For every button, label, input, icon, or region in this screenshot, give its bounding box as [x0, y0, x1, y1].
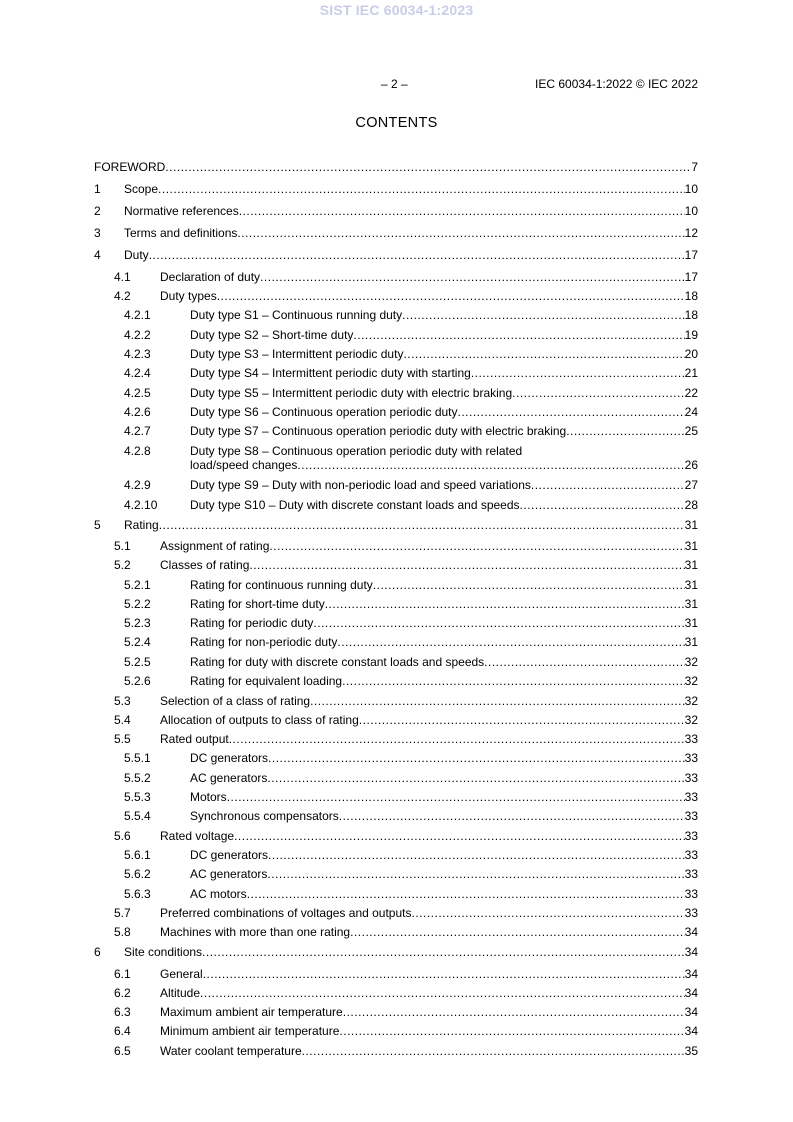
toc-entry-number: 5.6.2 [124, 867, 151, 881]
toc-entry-number: 5.6.1 [124, 848, 151, 862]
toc-entry-page: 10 [684, 182, 698, 196]
toc-entry-number: 4.2.6 [124, 405, 151, 419]
toc-entry[interactable] [94, 444, 698, 474]
toc-entry-title: Duty types [160, 289, 217, 303]
toc-entry-page: 33 [684, 848, 698, 862]
toc-entry-title: AC generators [190, 867, 268, 881]
toc-entry-number: 4.2.7 [124, 424, 151, 438]
toc-leader-dots [339, 1024, 684, 1038]
watermark: SIST IEC 60034-1:2023 [319, 2, 474, 18]
toc-leader-dots [342, 674, 685, 688]
toc-entry-number: 4.2.4 [124, 366, 151, 380]
toc-entry-title: Synchronous compensators [190, 809, 339, 823]
toc-leader-dots [203, 967, 685, 981]
toc-entry-title: Duty type S9 – Duty with non-periodic load and speed variations [190, 478, 531, 492]
toc-entry-page: 33 [684, 887, 698, 901]
toc-leader-dots [229, 732, 685, 746]
toc-entry-page: 34 [684, 945, 698, 959]
toc-entry-number: 5.5 [114, 732, 131, 746]
toc-entry-title: Selection of a class of rating [160, 694, 311, 708]
toc-entry-page: 27 [684, 478, 698, 492]
toc-entry-title: Maximum ambient air temperature [160, 1005, 343, 1019]
toc-entry-page: 34 [684, 1024, 698, 1038]
toc-entry-number: 1 [94, 182, 101, 196]
toc-entry-title: DC generators [190, 751, 269, 765]
toc-leader-dots [403, 347, 684, 361]
toc-entry-page: 31 [684, 597, 698, 611]
toc-entry-title: Water coolant temperature [160, 1044, 302, 1058]
toc-entry-number: 4.2.9 [124, 478, 151, 492]
toc-leader-dots [359, 713, 685, 727]
toc-entry-title: Rating for short-time duty [190, 597, 325, 611]
toc-entry-page: 10 [684, 204, 698, 218]
toc-leader-dots [512, 386, 684, 400]
toc-entry-page: 33 [684, 790, 698, 804]
toc-entry-number: 6.1 [114, 967, 131, 981]
toc-entry-page: 33 [684, 751, 698, 765]
toc-entry-page: 17 [684, 248, 698, 262]
toc-entry-page: 26 [684, 458, 698, 472]
toc-entry-number: 5.2.2 [124, 597, 151, 611]
toc-leader-dots [158, 182, 685, 196]
toc-leader-dots [339, 809, 685, 823]
toc-entry-title: Rating for equivalent loading [190, 674, 343, 688]
page-title: CONTENTS [355, 115, 438, 131]
toc-leader-dots [531, 478, 685, 492]
toc-entry-number: 4.2.1 [124, 308, 151, 322]
toc-leader-dots [484, 655, 684, 669]
toc-entry-title: Site conditions [124, 945, 203, 959]
toc-leader-dots [202, 945, 685, 959]
toc-entry-page: 35 [684, 1044, 698, 1058]
toc-entry-number: 5.2.6 [124, 674, 151, 688]
toc-leader-dots [566, 424, 684, 438]
toc-leader-dots [310, 694, 685, 708]
toc-entry-title: Rating for periodic duty [190, 616, 314, 630]
toc-entry-title: General [160, 967, 203, 981]
toc-entry-title: Assignment of rating [160, 539, 270, 553]
toc-entry-page: 7 [691, 160, 698, 174]
toc-entry-number: 4.2 [114, 289, 131, 303]
toc-entry-title-continued: load/speed changes [190, 458, 298, 472]
toc-entry-number: 5.5.1 [124, 751, 151, 765]
toc-leader-dots [237, 226, 684, 240]
toc-entry-number: 4 [94, 248, 101, 262]
toc-entry-page: 32 [684, 655, 698, 669]
toc-entry-page: 33 [684, 732, 698, 746]
toc-entry-title: Rated voltage [160, 829, 235, 843]
toc-entry-page: 31 [684, 635, 698, 649]
toc-leader-dots [458, 405, 685, 419]
toc-leader-dots [350, 925, 685, 939]
toc-entry-number: 6.5 [114, 1044, 131, 1058]
toc-leader-dots [411, 906, 684, 920]
toc-entry-page: 20 [684, 347, 698, 361]
toc-entry-title: Motors [190, 790, 227, 804]
toc-entry-title: Duty [124, 248, 149, 262]
toc-entry-title: Duty type S4 – Intermittent periodic duty with starting [190, 366, 471, 380]
toc-entry-page: 31 [684, 518, 698, 532]
toc-entry-title: AC generators [190, 771, 268, 785]
toc-entry-number: 5.6 [114, 829, 131, 843]
toc-entry-number: 6.2 [114, 986, 131, 1000]
toc-leader-dots [353, 328, 684, 342]
toc-leader-dots [239, 204, 685, 218]
toc-entry-title: Duty type S6 – Continuous operation periodic duty [190, 405, 458, 419]
toc-entry-page: 25 [684, 424, 698, 438]
toc-leader-dots [159, 518, 685, 532]
toc-entry-title: FOREWORD [94, 160, 166, 174]
toc-entry-number: 2 [94, 204, 101, 218]
toc-entry-page: 31 [684, 539, 698, 553]
toc-leader-dots [313, 616, 684, 630]
toc-entry-title: DC generators [190, 848, 269, 862]
toc-entry-title: AC motors [190, 887, 247, 901]
toc-entry-page: 34 [684, 967, 698, 981]
toc-leader-dots [227, 790, 685, 804]
toc-entry-page: 21 [684, 366, 698, 380]
toc-leader-dots [200, 986, 685, 1000]
toc-entry-number: 5.5.2 [124, 771, 151, 785]
toc-entry-number: 5.2.1 [124, 578, 151, 592]
toc-entry-page: 12 [684, 226, 698, 240]
toc-entry-number: 5.7 [114, 906, 131, 920]
toc-entry-page: 31 [684, 578, 698, 592]
toc-entry-number: 5.8 [114, 925, 131, 939]
toc-entry-title: Classes of rating [160, 558, 250, 572]
toc-entry-title: Duty type S8 – Continuous operation periodic duty with related [190, 444, 523, 458]
toc-entry-number: 3 [94, 226, 101, 240]
toc-leader-dots [149, 248, 685, 262]
toc-leader-dots [267, 867, 684, 881]
toc-entry-page: 33 [684, 867, 698, 881]
toc-entry-number: 5.5.3 [124, 790, 151, 804]
toc-entry-number: 5.3 [114, 694, 131, 708]
toc-entry-number: 6.4 [114, 1024, 131, 1038]
toc-entry-number: 5.2.4 [124, 635, 151, 649]
toc-leader-dots [267, 771, 684, 785]
toc-leader-dots [302, 1044, 685, 1058]
toc-leader-dots [249, 558, 684, 572]
toc-leader-dots [325, 597, 685, 611]
toc-entry-title: Duty type S1 – Continuous running duty [190, 308, 403, 322]
toc-entry-title: Duty type S2 – Short-time duty [190, 328, 354, 342]
toc-entry-page: 32 [684, 694, 698, 708]
toc-entry-page: 31 [684, 616, 698, 630]
toc-leader-dots [217, 289, 685, 303]
toc-entry-page: 32 [684, 674, 698, 688]
toc-entry-title: Altitude [160, 986, 201, 1000]
toc-entry-title: Rating for continuous running duty [190, 578, 373, 592]
toc-entry-number: 4.2.10 [124, 498, 158, 512]
toc-entry-page: 22 [684, 386, 698, 400]
toc-entry-number: 5 [94, 518, 101, 532]
toc-entry-number: 4.2.8 [124, 444, 151, 458]
toc-leader-dots [471, 366, 685, 380]
toc-entry-title: Duty type S3 – Intermittent periodic duty [190, 347, 404, 361]
toc-entry-title: Allocation of outputs to class of rating [160, 713, 359, 727]
toc-leader-dots [268, 751, 685, 765]
toc-entry-number: 5.1 [114, 539, 131, 553]
toc-entry-number: 6 [94, 945, 101, 959]
toc-entry-title: Rating for non-periodic duty [190, 635, 338, 649]
toc-leader-dots [337, 635, 684, 649]
toc-entry-title: Scope [124, 182, 159, 196]
toc-leader-dots [402, 308, 685, 322]
toc-entry-title: Rated output [160, 732, 229, 746]
toc-entry-page: 28 [684, 498, 698, 512]
toc-entry-number: 4.2.5 [124, 386, 151, 400]
toc-entry-page: 34 [684, 986, 698, 1000]
toc-entry-number: 5.5.4 [124, 809, 151, 823]
toc-entry-page: 33 [684, 906, 698, 920]
toc-entry-title: Duty type S5 – Intermittent periodic duty with electric braking [190, 386, 513, 400]
toc-entry-number: 6.3 [114, 1005, 131, 1019]
toc-leader-dots [260, 270, 685, 284]
toc-leader-dots [165, 160, 691, 174]
toc-leader-dots [247, 887, 685, 901]
toc-entry-title: Minimum ambient air temperature [160, 1024, 340, 1038]
toc-entry-title: Duty type S10 – Duty with discrete constant loads and speeds [190, 498, 520, 512]
toc-entry-page: 34 [684, 925, 698, 939]
toc-entry-number: 5.6.3 [124, 887, 151, 901]
toc-entry-number: 5.2 [114, 558, 131, 572]
toc-leader-dots [373, 578, 685, 592]
toc-leader-dots [268, 848, 685, 862]
toc-entry-number: 4.2.2 [124, 328, 151, 342]
toc-entry-title: Normative references [124, 204, 239, 218]
page-number: – 2 – [381, 77, 408, 91]
toc-entry-title: Rating for duty with discrete constant loads and speeds [190, 655, 485, 669]
toc-entry-page: 33 [684, 771, 698, 785]
toc-entry-title: Preferred combinations of voltages and outputs [160, 906, 412, 920]
toc-leader-dots [269, 539, 684, 553]
toc-entry-page: 33 [684, 809, 698, 823]
toc-entry-number: 5.2.3 [124, 616, 151, 630]
toc-entry-title: Terms and definitions [124, 226, 238, 240]
toc-entry-page: 19 [684, 328, 698, 342]
standard-reference: IEC 60034-1:2022 © IEC 2022 [535, 77, 698, 91]
toc-entry-title: Declaration of duty [160, 270, 261, 284]
toc-entry-title: Duty type S7 – Continuous operation periodic duty with electric braking [190, 424, 567, 438]
toc-entry-number: 4.1 [114, 270, 131, 284]
toc-entry-page: 31 [684, 558, 698, 572]
toc-leader-dots [343, 1005, 685, 1019]
toc-entry-page: 34 [684, 1005, 698, 1019]
toc-entry-number: 4.2.3 [124, 347, 151, 361]
toc-entry-page: 18 [684, 289, 698, 303]
toc-entry-title: Machines with more than one rating [160, 925, 351, 939]
toc-entry-number: 5.2.5 [124, 655, 151, 669]
toc-entry-title: Rating [124, 518, 159, 532]
toc-leader-dots [234, 829, 685, 843]
toc-leader-dots [520, 498, 685, 512]
toc-entry-page: 24 [684, 405, 698, 419]
toc-entry-page: 32 [684, 713, 698, 727]
toc-entry-number: 5.4 [114, 713, 131, 727]
toc-entry-page: 17 [684, 270, 698, 284]
toc-entry-page: 33 [684, 829, 698, 843]
toc-leader-dots [297, 458, 684, 472]
toc-entry-page: 18 [684, 308, 698, 322]
